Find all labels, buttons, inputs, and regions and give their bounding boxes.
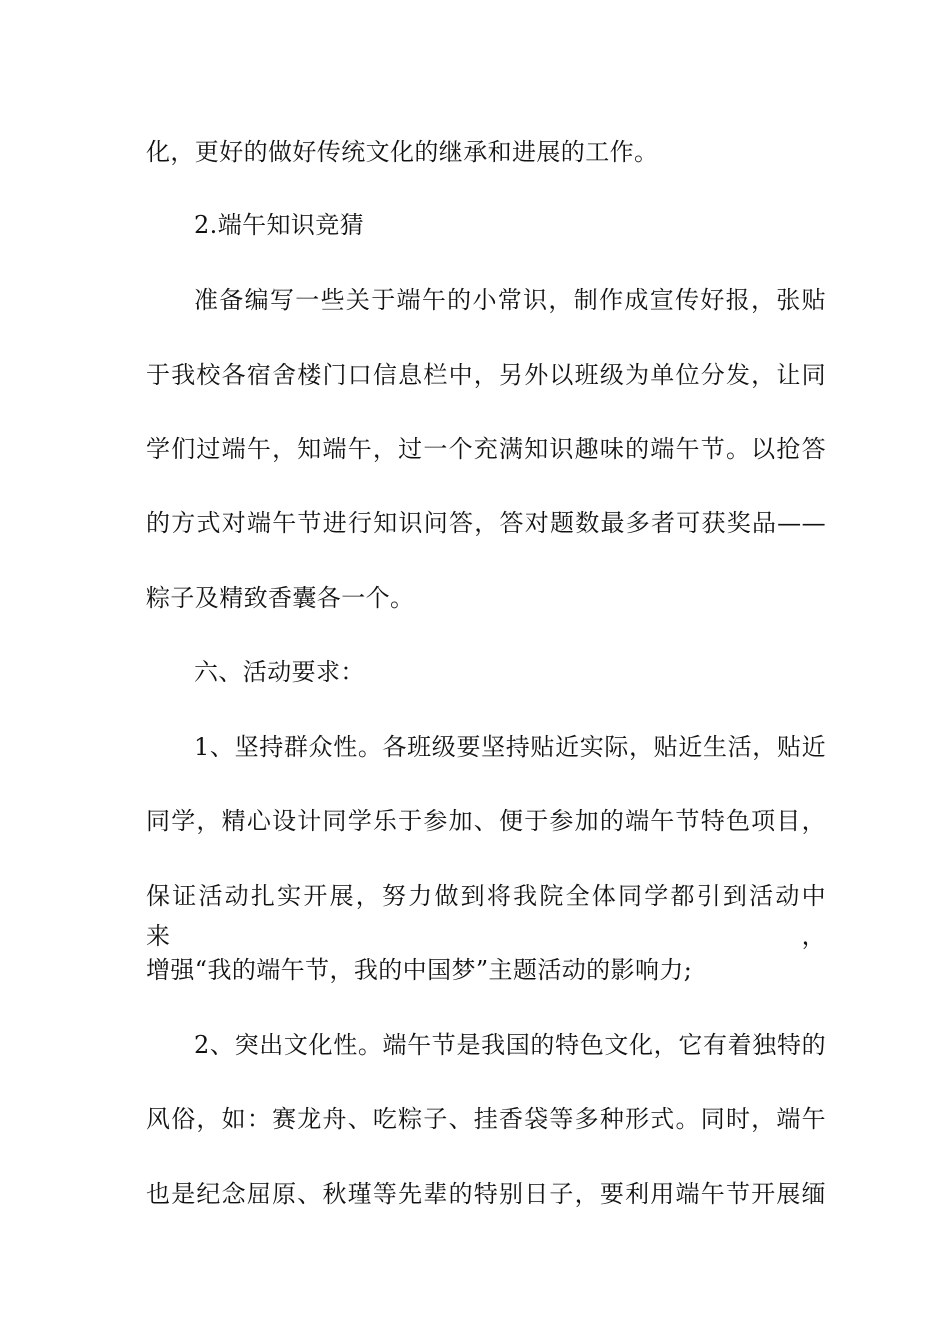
paragraph-line-9: 1、坚持群众性。各班级要坚持贴近实际，贴近生活，贴近 [194,733,826,761]
section-heading-requirements: 六、活动要求： [194,658,365,686]
paragraph-line-10: 同学，精心设计同学乐于参加、便于参加的端午节特色项目， [146,807,826,835]
paragraph-line-12: 增强“我的端午节，我的中国梦”主题活动的影响力; [146,956,693,984]
paragraph-line-6: 的方式对端午节进行知识问答，答对题数最多者可获奖品—— [146,509,826,537]
paragraph-line-11: 保证活动扎实开展，努力做到将我院全体同学都引到活动中来， [146,882,826,950]
paragraph-line-13: 2、突出文化性。端午节是我国的特色文化，它有着独特的 [194,1031,826,1059]
paragraph-line-4: 于我校各宿舍楼门口信息栏中，另外以班级为单位分发，让同 [146,361,826,389]
section-heading-knowledge-quiz: 2.端午知识竞猜 [194,211,365,239]
paragraph-line-1: 化，更好的做好传统文化的继承和进展的工作。 [146,138,659,166]
paragraph-line-7: 粽子及精致香囊各一个。 [146,584,415,612]
paragraph-line-14: 风俗，如：赛龙舟、吃粽子、挂香袋等多种形式。同时，端午 [146,1105,826,1133]
paragraph-line-3: 准备编写一些关于端午的小常识，制作成宣传好报，张贴 [194,286,826,314]
paragraph-line-15: 也是纪念屈原、秋瑾等先辈的特别日子，要利用端午节开展缅 [146,1180,826,1208]
paragraph-line-5: 学们过端午，知端午，过一个充满知识趣味的端午节。以抢答 [146,435,826,463]
